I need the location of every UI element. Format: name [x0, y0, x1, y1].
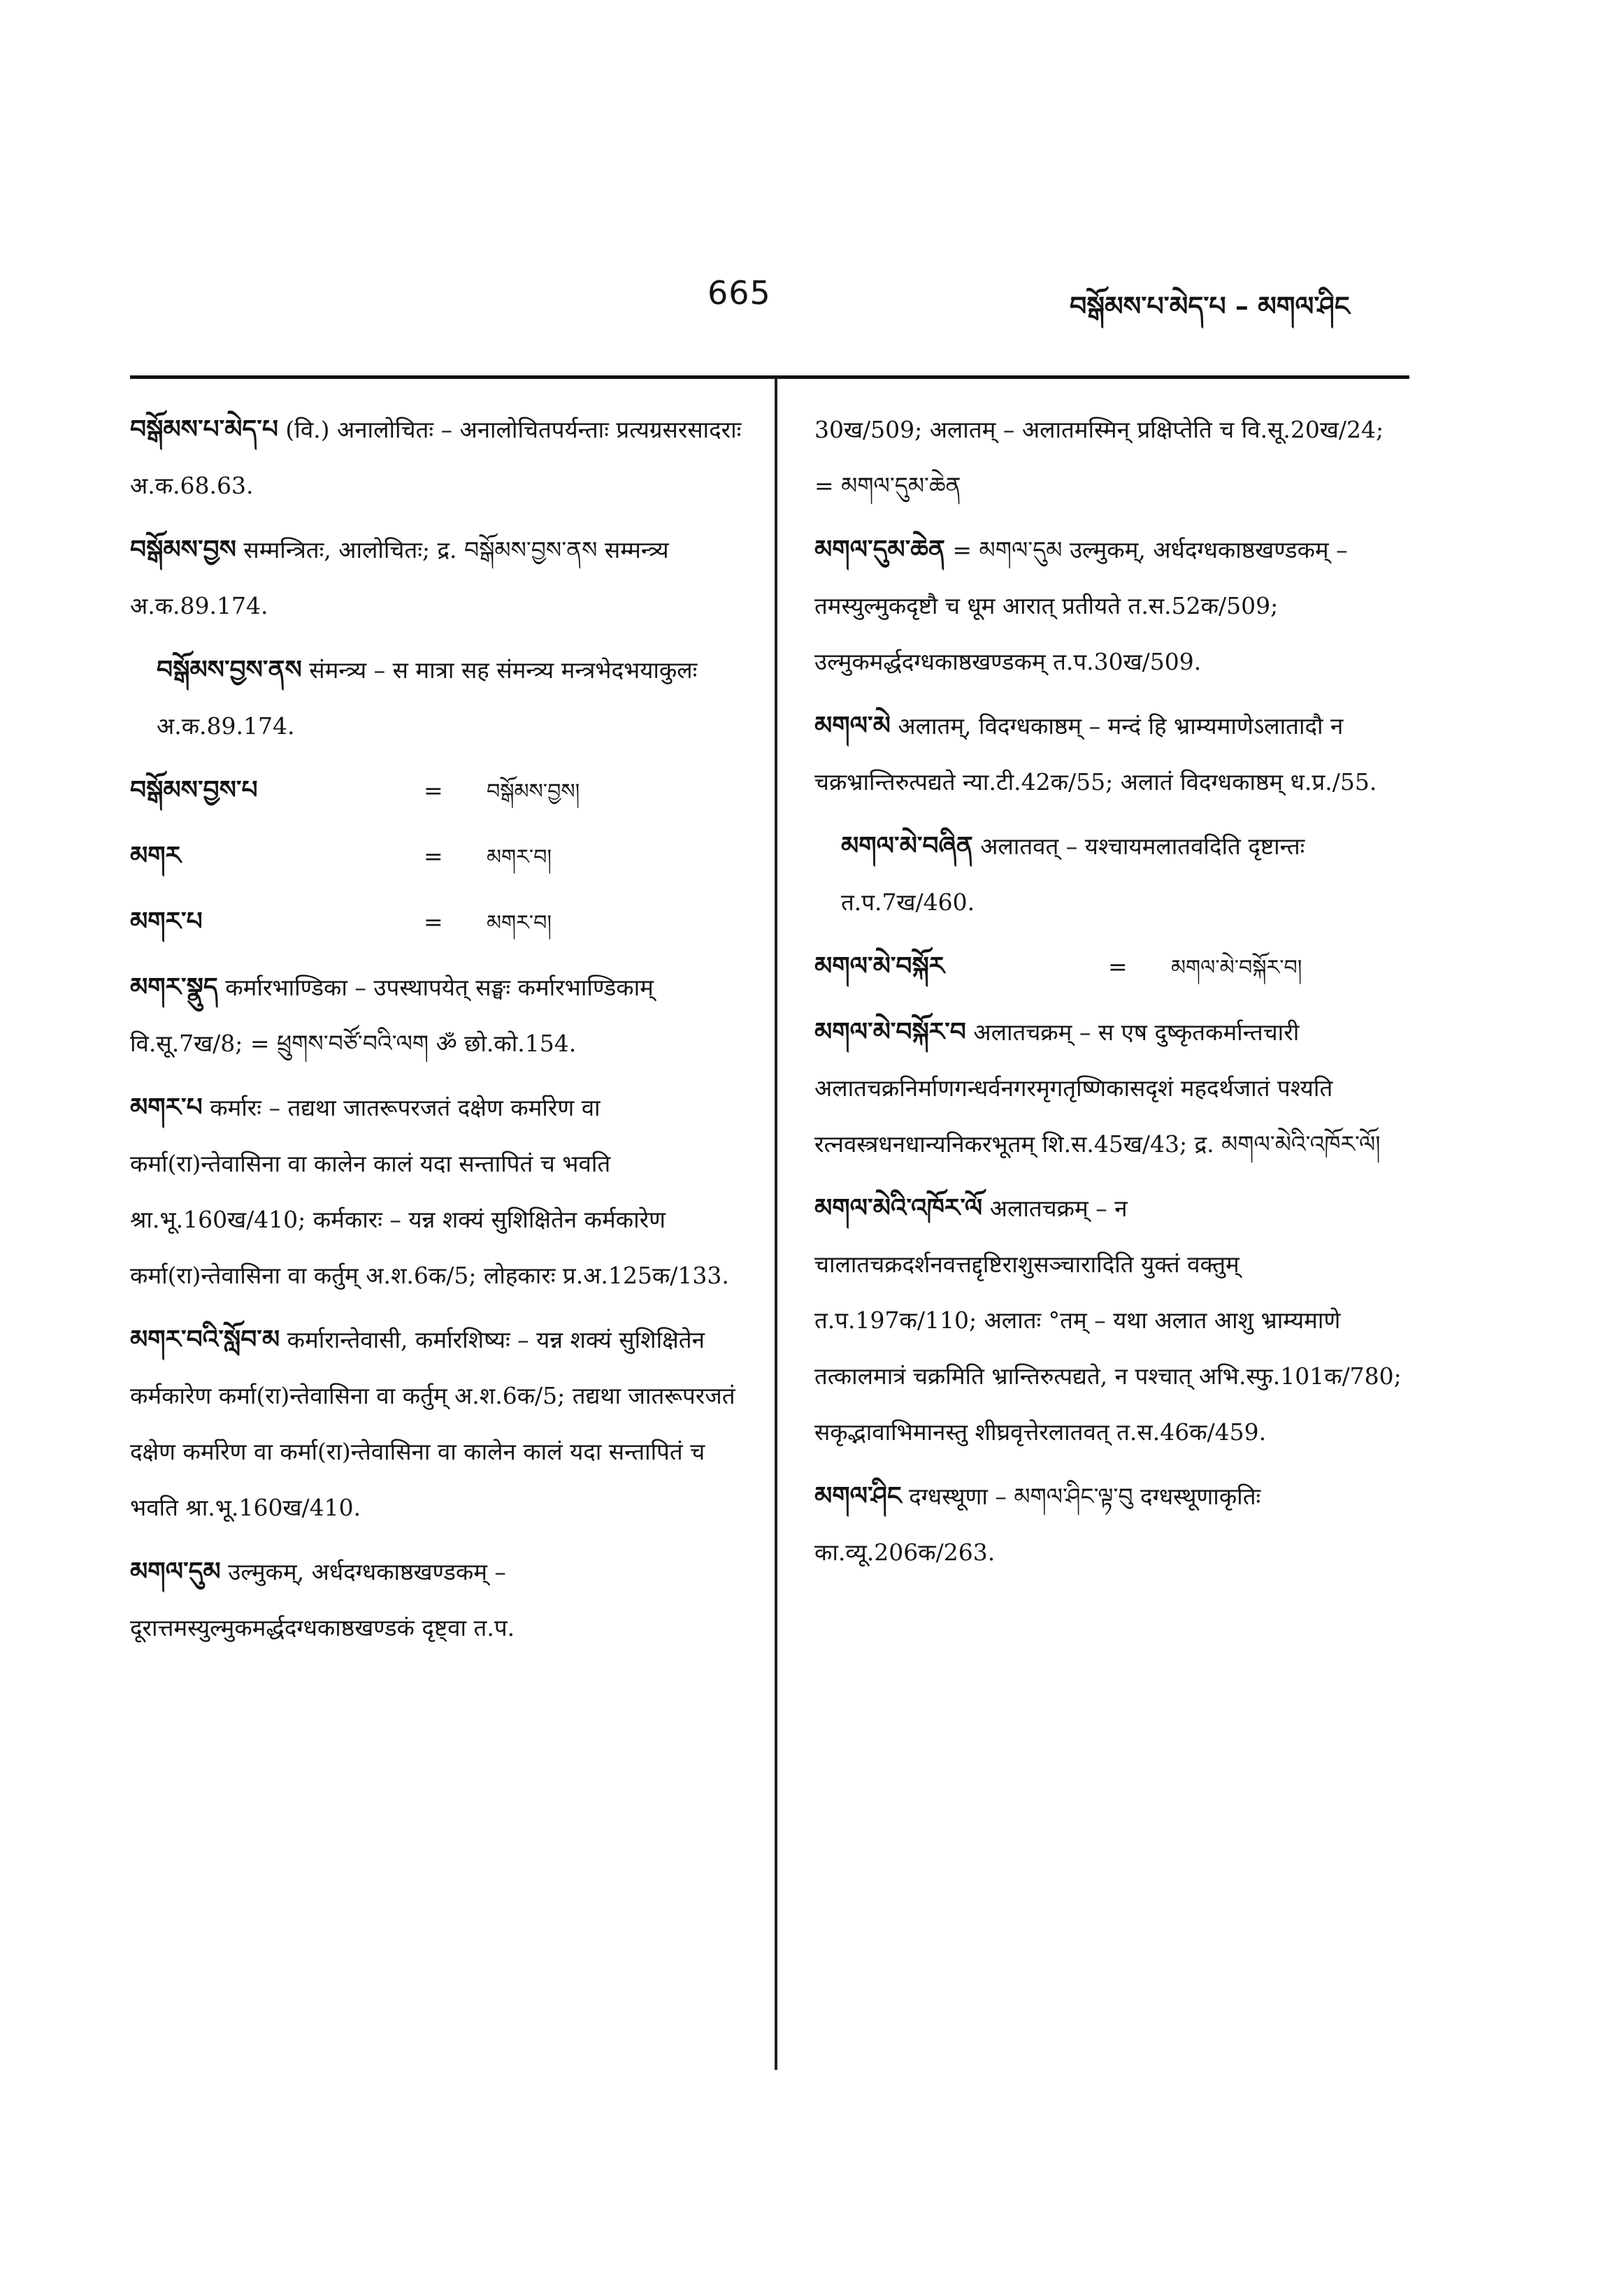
dictionary-entry [130, 1544, 745, 1656]
entry-headword: མགར་པ [130, 907, 203, 936]
xref-equals: = [424, 842, 443, 870]
dictionary-entry [814, 402, 1409, 514]
page-number: 665 [707, 274, 771, 312]
dictionary-entry [130, 522, 745, 634]
entry-headword: མགར་སྣུད [130, 973, 218, 1002]
xref-target: བསྒོམས་བྱས། [487, 779, 580, 804]
entry-definition: अलातचक्रम् – न चालातचक्रदर्शनवत्तद्दृष्टिराशुसञ्चारादिति युक्तं वक्तुम् त.प.197क/110; अलातः °तम् – यथा अलात आशु भ्राम्यमाणे तत्कालमात्रं चक्रमिति भ्रान्तिरुत्पद्यते, न पश्चात् अभि.स्फु.101क/780; सकृद्भावाभिमानस्तु शीघ्रवृत्तेरलातवत् त.स.46क/459. [814, 1195, 1402, 1446]
xref-equals: = [424, 777, 443, 804]
left-column [130, 402, 745, 1664]
entry-definition: कर्मारः – तद्यथा जातरूपरजतं दक्षेण कर्मारेण वा कर्मा(रा)न्तेवासिना वा कालेन कालं यदा सन्तापितं च भवति श्रा.भू.160ख/410; कर्मकारः – यन्न शक्यं सुशिक्षितेन कर्मकारेण कर्मा(रा)न्तेवासिना वा कर्तुम् अ.श.6क/5; लोहकारः प्र.अ.125क/133. [130, 1094, 729, 1289]
xref-equals: = [424, 908, 443, 935]
dictionary-entry [130, 894, 745, 951]
entry-headword: མགར་བའི་སློབ་མ [130, 1325, 280, 1354]
entry-headword: བསྒོམས་བྱས་པ [130, 776, 258, 805]
entry-definition: दग्धस्थूणा – མགལ་ཤིང་ལྟ་བུ दग्धस्थूणाकृतिः का.व्यू.206क/263. [814, 1483, 1261, 1566]
dictionary-entry [814, 1005, 1409, 1172]
dictionary-entry [814, 939, 1409, 996]
dictionary-entry [814, 1469, 1409, 1581]
xref-target: མགལ་མེ་བསྐོར་བ། [1171, 956, 1302, 980]
entry-definition: सम्मन्त्रितः, आलोचितः; द्र. བསྒོམས་བྱས་ནས सम्मन्त्र्य अ.क.89.174. [130, 536, 669, 619]
entry-headword: མགལ་མེ [814, 712, 891, 740]
entry-headword: མགལ་མེ་བསྐོར་བ [814, 1018, 966, 1046]
entry-headword: བསྒོམས་བྱས་ནས [157, 656, 302, 684]
entry-headword: བསྒོམས་པ་མེད་པ [130, 415, 278, 444]
dictionary-entry [130, 642, 745, 754]
entry-headword: མགལ་མེ་བཞིན [841, 832, 973, 861]
entry-definition: अलातम्, विदग्धकाष्ठम् – मन्दं हि भ्राम्यमाणेऽलातादौ न चक्रभ्रान्तिरुत्पद्यते न्या.टी.42क/55; अलातं विदग्धकाष्ठम् ध.प्र./55. [814, 712, 1377, 796]
entry-headword: བསྒོམས་བྱས [130, 535, 236, 564]
entry-headword: མགལ་དུམ [130, 1557, 221, 1586]
entry-definition: संमन्त्र्य – स मात्रा सह संमन्त्र्य मन्त्रभेदभयाकुलः अ.क.89.174. [157, 656, 698, 740]
entry-headword: མགལ་མེ་བསྐོར [814, 952, 945, 981]
entry-definition: (वि.) अनालोचितः – अनालोचितपर्यन्ताः प्रत्यग्रसरसादराः अ.क.68.63. [130, 416, 742, 499]
right-column [814, 402, 1409, 1589]
dictionary-entry [130, 960, 745, 1072]
dictionary-entry [130, 763, 745, 820]
dictionary-entry [814, 698, 1409, 810]
dictionary-entry [130, 402, 745, 514]
dictionary-entry [130, 1080, 745, 1304]
column-divider [775, 378, 777, 2070]
entry-definition: 30ख/509; अलातम् – अलातमस्मिन् प्रक्षिप्तेति च वि.सू.20ख/24; = མགལ་དུམ་ཆེན [814, 416, 1384, 499]
entry-headword: མགལ་ཤིང [814, 1482, 902, 1511]
dictionary-entry [814, 522, 1409, 690]
entry-definition: अलातचक्रम् – स एष दुष्कृतकर्मान्तचारी अलातचक्रनिर्माणगन्धर्वनगरमृगतृष्णिकासदृशं महदर्थजातं पश्यति रत्नवस्त्रधनधान्यनिकरभूतम् शि.स.45ख/43; द्र. མགལ་མེའི་འཁོར་ལོ། [814, 1019, 1381, 1158]
entry-headword: མགལ་དུམ་ཆེན [814, 535, 945, 564]
dictionary-entry [130, 828, 745, 886]
entry-definition: कर्मारान्तेवासी, कर्मारशिष्यः – यन्न शक्यं सुशिक्षितेन कर्मकारेण कर्मा(रा)न्तेवासिना वा कर्तुम् अ.श.6क/5; तद्यथा जातरूपरजतं दक्षेण कर्मारेण वा कर्मा(रा)न्तेवासिना वा कालेन कालं यदा सन्तापितं च भवति श्रा.भू.160ख/410. [130, 1326, 735, 1521]
xref-equals: = [1108, 953, 1128, 980]
entry-headword: མགར་པ [130, 1093, 203, 1122]
running-head: བསྒོམས་པ་མེད་པ – མགལ་ཤིང [1070, 291, 1350, 322]
entry-headword: མགལ་མེའི་འཁོར་ལོ [814, 1194, 983, 1223]
entry-definition: = མགལ་དུམ उल्मुकम्, अर्धदग्धकाष्ठखण्डकम् – तमस्युल्मुकदृष्टौ च धूम आरात् प्रतीयते त.स.52क/509; उल्मुकमर्द्धदग्धकाष्ठखण्डकम् त.प.30ख/509. [814, 536, 1348, 675]
entry-definition: अलातवत् – यश्चायमलातवदिति दृष्टान्तः त.प.7ख/460. [841, 833, 1305, 916]
entry-headword: མགར [130, 842, 182, 870]
dictionary-entry [814, 1181, 1409, 1460]
dictionary-entry [814, 819, 1409, 930]
xref-target: མགར་བ། [487, 911, 552, 935]
entry-definition: कर्मारभाण्डिका – उपस्थापयेत् सङ्घः कर्मारभाण्डिकाम् वि.सू.7ख/8; = ཕྲུགས་བཙོ་བའི་ལག ॐ छो.को.154. [130, 974, 654, 1057]
top-rule [130, 375, 1409, 379]
dictionary-entry [130, 1312, 745, 1536]
xref-target: མགར་བ། [487, 845, 552, 870]
entry-definition: उल्मुकम्, अर्धदग्धकाष्ठखण्डकम् – दूरात्तमस्युल्मुकमर्द्धदग्धकाष्ठखण्डकं दृष्ट्वा त.प. [130, 1558, 515, 1641]
